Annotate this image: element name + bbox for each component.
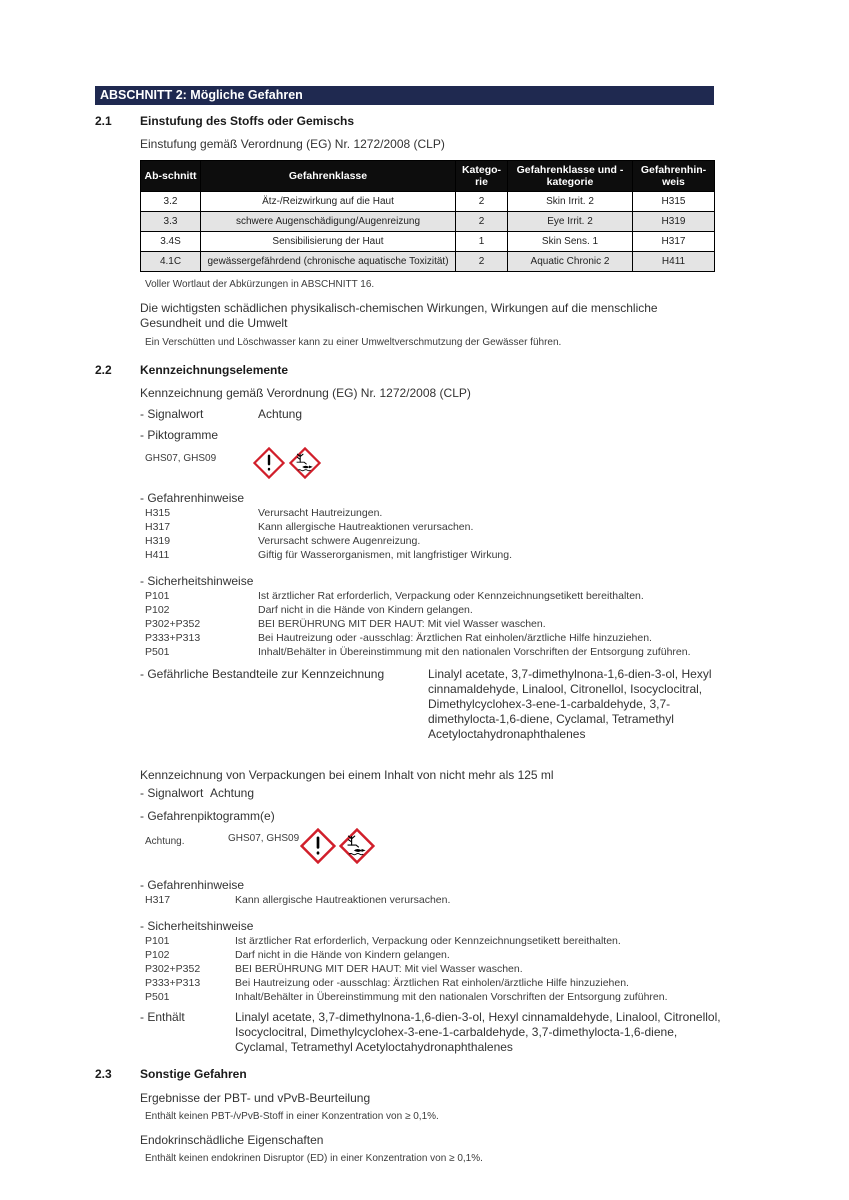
hazard-statement-code: H319 <box>145 535 171 547</box>
hazard-statements-label: - Gefahrenhinweise <box>140 491 245 505</box>
ghs07-exclamation-pictogram-icon <box>300 828 336 864</box>
hazard-statement-row <box>140 520 725 534</box>
small-pack-heading: Kennzeichnung von Verpackungen bei einem Inhalt von nicht mehr als 125 ml <box>140 768 554 782</box>
small-pack-hazard-statements-list <box>140 893 725 907</box>
hazard-statement-code: H317 <box>145 894 171 906</box>
small-pack-pictograms-row <box>140 828 725 864</box>
precautionary-statement-code: P302+P352 <box>145 618 201 630</box>
hazard-statement-row <box>140 534 725 548</box>
cell-section: 3.4S <box>141 232 201 252</box>
pbt-assessment-heading: Ergebnisse der PBT- und vPvB-Beurteilung <box>140 1091 371 1105</box>
ghs09-environment-pictogram-icon <box>339 828 375 864</box>
pictograms-row <box>140 447 725 479</box>
hazard-statement-text: Kann allergische Hautreaktionen verursachen. <box>258 521 474 533</box>
precautionary-statement-row <box>140 631 725 645</box>
precautionary-statement-text: BEI BERÜHRUNG MIT DER HAUT: Mit viel Wasser waschen. <box>235 963 523 975</box>
section-2-3-number: 2.3 <box>95 1067 112 1081</box>
classification-table-row <box>141 232 715 252</box>
cell-category: 2 <box>456 192 508 212</box>
cell-category: 2 <box>456 252 508 272</box>
cell-section: 3.3 <box>141 212 201 232</box>
pictogram-codes: GHS07, GHS09 <box>145 453 217 464</box>
classification-table-header-cell: Gefahrenhin-weis <box>633 161 715 192</box>
classification-table-header-cell: Gefahrenklasse und -kategorie <box>508 161 633 192</box>
small-pack-pictogram-label: - Gefahrenpiktogramm(e) <box>140 809 275 823</box>
table-footnote: Voller Wortlaut der Abkürzungen in ABSCHNITT 16. <box>145 279 375 290</box>
contains-label: - Enthält <box>140 1010 185 1024</box>
cell-class-and-category: Skin Sens. 1 <box>508 232 633 252</box>
small-pack-signal-word-label: - Signalwort <box>140 786 204 800</box>
small-pack-signal-word-value: Achtung <box>210 786 255 800</box>
precautionary-statement-row <box>140 617 725 631</box>
classification-table-header-cell: Ab-schnitt <box>141 161 201 192</box>
hazard-statement-text: Kann allergische Hautreaktionen verursachen. <box>235 894 451 906</box>
small-pack-hazard-statements-label: - Gefahrenhinweise <box>140 878 245 892</box>
classification-regulation-note: Einstufung gemäß Verordnung (EG) Nr. 1272/2008 (CLP) <box>140 137 445 151</box>
precautionary-statement-row <box>140 645 725 659</box>
cell-hazard-class: gewässergefährdend (chronische aquatische Toxizität) <box>201 252 456 272</box>
pbt-assessment-text: Enthält keinen PBT-/vPvB-Stoff in einer Konzentration von ≥ 0,1%. <box>145 1111 439 1122</box>
precautionary-statement-code: P501 <box>145 991 170 1003</box>
precautionary-statement-code: P501 <box>145 646 170 658</box>
section-2-3-title: Sonstige Gefahren <box>140 1067 247 1081</box>
pictograms-label: - Piktogramme <box>140 428 219 442</box>
precautionary-statement-text: Bei Hautreizung oder -ausschlag: Ärztlichen Rat einholen/ärztliche Hilfe hinzuziehen. <box>258 632 652 644</box>
contains-row <box>140 1010 725 1055</box>
contains-value: Linalyl acetate, 3,7-dimethylnona-1,6-dien-3-ol, Hexyl cinnamaldehyde, Linalool, Citronellol, Isocyclocitral, Dimethylcyclohex-3-ene-1-carbaldehyde, 3,7-dimethylocta-1,6-diene, Cyclamal, Tetramethyl Acetyloctahydronaphthalenes <box>235 1010 721 1054</box>
classification-table <box>140 160 715 272</box>
cell-hazard-statement: H315 <box>633 192 715 212</box>
cell-class-and-category: Skin Irrit. 2 <box>508 192 633 212</box>
section-2-2-number: 2.2 <box>95 363 112 377</box>
section-2-2-heading <box>95 363 849 377</box>
small-pack-precautionary-statements-list <box>140 934 725 1004</box>
precautionary-statements-label: - Sicherheitshinweise <box>140 574 254 588</box>
precautionary-statement-text: Ist ärztlicher Rat erforderlich, Verpackung oder Kennzeichnungsetikett bereithalten. <box>235 935 621 947</box>
hazard-statement-text: Verursacht schwere Augenreizung. <box>258 535 421 547</box>
endocrine-heading: Endokrinschädliche Eigenschaften <box>140 1133 324 1147</box>
hazard-statement-text: Verursacht Hautreizungen. <box>258 507 383 519</box>
dangerous-components-row <box>140 667 725 742</box>
precautionary-statement-text: Inhalt/Behälter in Übereinstimmung mit den nationalen Vorschriften der Entsorgung zuführen. <box>235 991 668 1003</box>
section-2-header-title: ABSCHNITT 2: Mögliche Gefahren <box>100 88 303 102</box>
cell-hazard-statement: H319 <box>633 212 715 232</box>
classification-table-header-row <box>141 161 715 192</box>
section-2-3-heading <box>95 1067 849 1081</box>
section-2-2-title: Kennzeichnungselemente <box>140 363 289 377</box>
precautionary-statements-list <box>140 589 725 659</box>
small-pack-pictogram-codes: GHS07, GHS09 <box>228 833 300 844</box>
hazard-statement-row <box>140 548 725 562</box>
precautionary-statement-code: P333+P313 <box>145 632 201 644</box>
precautionary-statement-text: Bei Hautreizung oder -ausschlag: Ärztlichen Rat einholen/ärztliche Hilfe hinzuziehen. <box>235 977 629 989</box>
labelling-regulation-note: Kennzeichnung gemäß Verordnung (EG) Nr. 1272/2008 (CLP) <box>140 386 471 400</box>
precautionary-statement-text: Ist ärztlicher Rat erforderlich, Verpackung oder Kennzeichnungsetikett bereithalten. <box>258 590 644 602</box>
section-2-1-heading <box>95 114 849 128</box>
classification-table-row <box>141 252 715 272</box>
classification-table-row <box>141 212 715 232</box>
small-pack-signal-word-row <box>140 786 725 801</box>
precautionary-statement-row <box>140 589 725 603</box>
classification-table-header-cell: Gefahrenklasse <box>201 161 456 192</box>
precautionary-statement-code: P102 <box>145 949 170 961</box>
dangerous-components-value: Linalyl acetate, 3,7-dimethylnona-1,6-dien-3-ol, Hexyl cinnamaldehyde, Linalool, Citronellol, Isocyclocitral, Dimethylcyclohex-3-ene-1-carbaldehyde, 3,7-dimethylocta-1,6-diene, Cyclamal, Tetramethyl Acetyloctahydronaphthalenes <box>428 667 712 741</box>
adverse-effects-heading: Die wichtigsten schädlichen physikalisch-chemischen Wirkungen, Wirkungen auf die menschliche Gesundheit und die Umwelt <box>140 301 658 330</box>
precautionary-statement-code: P302+P352 <box>145 963 201 975</box>
hazard-statement-code: H315 <box>145 507 171 519</box>
cell-category: 2 <box>456 212 508 232</box>
precautionary-statement-row <box>140 934 725 948</box>
ghs07-exclamation-pictogram-icon <box>253 447 285 479</box>
endocrine-text: Enthält keinen endokrinen Disruptor (ED) in einer Konzentration von ≥ 0,1%. <box>145 1153 483 1164</box>
cell-hazard-class: Ätz-/Reizwirkung auf die Haut <box>201 192 456 212</box>
section-2-header-bar <box>95 86 714 105</box>
precautionary-statement-code: P101 <box>145 935 170 947</box>
precautionary-statement-row <box>140 962 725 976</box>
cell-section: 4.1C <box>141 252 201 272</box>
classification-table-row <box>141 192 715 212</box>
cell-hazard-statement: H411 <box>633 252 715 272</box>
hazard-statement-code: H411 <box>145 549 170 561</box>
hazard-statement-row <box>140 893 725 907</box>
hazard-statement-code: H317 <box>145 521 171 533</box>
cell-category: 1 <box>456 232 508 252</box>
precautionary-statement-row <box>140 990 725 1004</box>
cell-hazard-class: Sensibilisierung der Haut <box>201 232 456 252</box>
adverse-effects-note: Ein Verschütten und Löschwasser kann zu einer Umweltverschmutzung der Gewässer führen. <box>145 337 562 348</box>
precautionary-statement-code: P101 <box>145 590 170 602</box>
precautionary-statement-code: P102 <box>145 604 170 616</box>
cell-section: 3.2 <box>141 192 201 212</box>
precautionary-statement-code: P333+P313 <box>145 977 201 989</box>
ghs09-environment-pictogram-icon <box>289 447 321 479</box>
classification-table-header-cell: Katego-rie <box>456 161 508 192</box>
hazard-statement-row <box>140 506 725 520</box>
precautionary-statement-row <box>140 948 725 962</box>
precautionary-statement-text: Darf nicht in die Hände von Kindern gelangen. <box>258 604 473 616</box>
small-pack-precautionary-statements-label: - Sicherheitshinweise <box>140 919 254 933</box>
precautionary-statement-text: BEI BERÜHRUNG MIT DER HAUT: Mit viel Wasser waschen. <box>258 618 546 630</box>
signal-word-row <box>140 407 725 422</box>
cell-class-and-category: Aquatic Chronic 2 <box>508 252 633 272</box>
small-pack-signal-note: Achtung. <box>145 836 185 847</box>
dangerous-components-label: - Gefährliche Bestandteile zur Kennzeichnung <box>140 667 385 681</box>
hazard-statement-text: Giftig für Wasserorganismen, mit langfristiger Wirkung. <box>258 549 513 561</box>
signal-word-value: Achtung <box>258 407 303 421</box>
section-2-1-title: Einstufung des Stoffs oder Gemischs <box>140 114 355 128</box>
section-2-1-number: 2.1 <box>95 114 112 128</box>
cell-hazard-class: schwere Augenschädigung/Augenreizung <box>201 212 456 232</box>
precautionary-statement-row <box>140 976 725 990</box>
precautionary-statement-row <box>140 603 725 617</box>
signal-word-label: - Signalwort <box>140 407 204 421</box>
precautionary-statement-text: Inhalt/Behälter in Übereinstimmung mit den nationalen Vorschriften der Entsorgung zuführen. <box>258 646 691 658</box>
cell-hazard-statement: H317 <box>633 232 715 252</box>
precautionary-statement-text: Darf nicht in die Hände von Kindern gelangen. <box>235 949 450 961</box>
hazard-statements-list <box>140 506 725 562</box>
cell-class-and-category: Eye Irrit. 2 <box>508 212 633 232</box>
